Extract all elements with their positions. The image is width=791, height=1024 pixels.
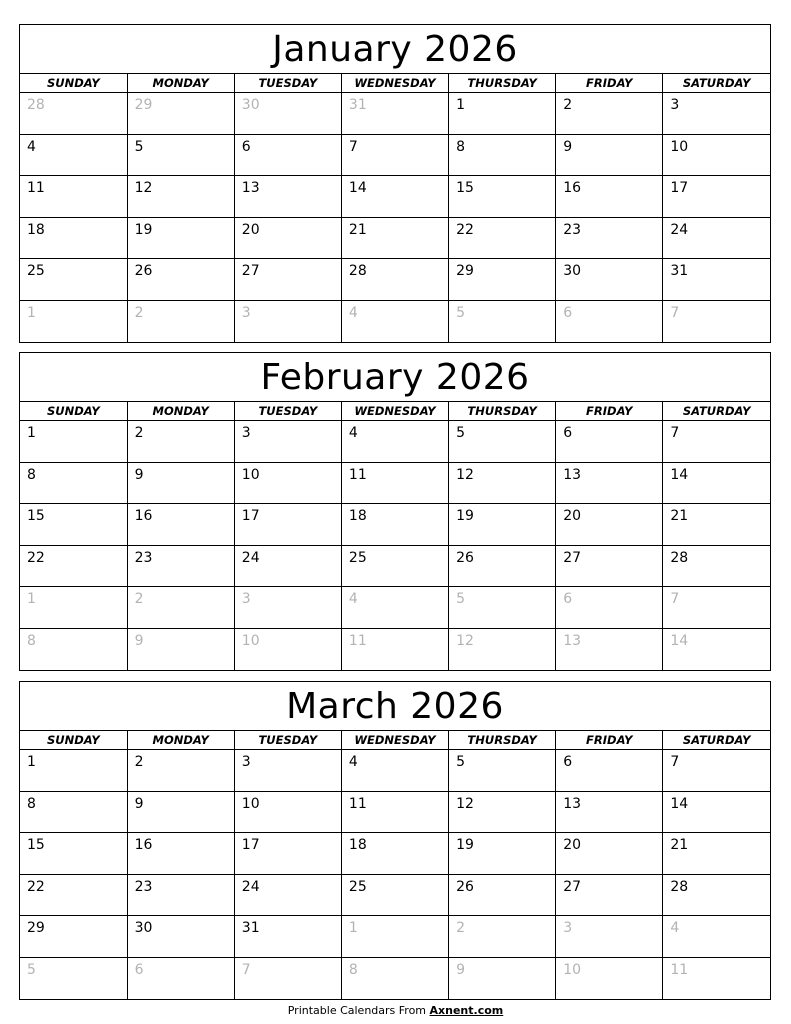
day-cell: 26 (449, 545, 556, 587)
day-cell-other-month: 3 (556, 916, 663, 958)
day-cell-other-month: 3 (234, 300, 341, 342)
day-cell: 5 (449, 421, 556, 463)
day-cell: 18 (20, 217, 127, 259)
weekday-header: TUESDAY (234, 402, 341, 421)
weekday-header: FRIDAY (556, 731, 663, 750)
day-cell-other-month: 10 (556, 957, 663, 999)
day-cell: 11 (20, 176, 127, 218)
day-cell-other-month: 4 (341, 587, 448, 629)
weekday-header: MONDAY (127, 74, 234, 93)
day-cell: 20 (234, 217, 341, 259)
day-cell: 4 (20, 134, 127, 176)
week-row (20, 504, 770, 546)
day-cell-other-month: 4 (341, 300, 448, 342)
day-cell-other-month: 31 (341, 93, 448, 135)
day-cell: 25 (341, 874, 448, 916)
day-cell: 30 (556, 259, 663, 301)
day-cell: 4 (341, 750, 448, 792)
day-cell: 3 (234, 421, 341, 463)
day-cell-other-month: 2 (127, 300, 234, 342)
day-cell-other-month: 11 (341, 628, 448, 670)
day-cell-other-month: 11 (670, 961, 689, 978)
week-row (20, 587, 770, 629)
day-cell: 8 (449, 134, 556, 176)
day-cell: 21 (663, 833, 770, 875)
day-cell: 9 (127, 462, 234, 504)
day-cell: 1 (20, 421, 127, 463)
day-cell: 21 (663, 504, 770, 546)
day-cell: 24 (234, 874, 341, 916)
day-cell: 7 (663, 421, 770, 463)
day-cell-other-month: 1 (341, 916, 448, 958)
weekday-header: THURSDAY (449, 74, 556, 93)
weekday-header: MONDAY (127, 731, 234, 750)
day-cell: 31 (663, 259, 770, 301)
day-cell: 8 (20, 791, 127, 833)
day-cell: 22 (20, 545, 127, 587)
day-cell: 24 (234, 545, 341, 587)
weekday-header: FRIDAY (556, 74, 663, 93)
day-cell-other-month: 6 (556, 587, 663, 629)
day-cell: 30 (127, 916, 234, 958)
month-grid (20, 731, 770, 999)
month-grid (20, 402, 770, 670)
day-cell: 12 (449, 462, 556, 504)
day-cell: 4 (341, 421, 448, 463)
day-cell-other-month: 6 (556, 300, 663, 342)
day-cell: 13 (556, 462, 663, 504)
day-cell: 6 (234, 134, 341, 176)
day-cell: 23 (127, 545, 234, 587)
week-row (20, 916, 770, 958)
day-cell: 2 (127, 421, 234, 463)
day-cell: 11 (341, 791, 448, 833)
day-cell: 17 (663, 176, 770, 218)
day-cell: 19 (127, 217, 234, 259)
day-cell: 26 (449, 874, 556, 916)
weekday-header: THURSDAY (449, 402, 556, 421)
day-cell: 29 (449, 259, 556, 301)
weekday-header: WEDNESDAY (341, 402, 448, 421)
week-row (20, 957, 770, 999)
day-cell-other-month: 14 (670, 632, 689, 649)
footer-link[interactable]: Axnent.com (429, 1004, 504, 1017)
day-cell: 14 (341, 176, 448, 218)
week-row (20, 545, 770, 587)
day-cell: 1 (449, 93, 556, 135)
day-cell: 25 (341, 545, 448, 587)
day-cell: 8 (20, 462, 127, 504)
day-cell-other-month: 30 (234, 93, 341, 135)
month-calendar (19, 681, 771, 1000)
day-cell: 7 (341, 134, 448, 176)
day-cell-other-month: 5 (20, 957, 127, 999)
day-cell-other-month: 5 (449, 300, 556, 342)
day-cell: 20 (556, 833, 663, 875)
day-cell: 31 (234, 916, 341, 958)
day-cell-other-month: 10 (234, 628, 341, 670)
day-cell: 10 (234, 462, 341, 504)
day-cell-other-month: 7 (670, 304, 680, 321)
day-cell: 3 (234, 750, 341, 792)
day-cell: 19 (449, 833, 556, 875)
month-title: February 2026 (20, 353, 770, 402)
day-cell-other-month: 9 (449, 957, 556, 999)
week-row (20, 628, 770, 670)
day-cell: 5 (127, 134, 234, 176)
day-cell: 11 (341, 462, 448, 504)
weekday-header: WEDNESDAY (341, 74, 448, 93)
day-cell: 7 (663, 750, 770, 792)
week-row (20, 833, 770, 875)
day-cell: 18 (341, 833, 448, 875)
day-cell: 22 (20, 874, 127, 916)
day-cell: 17 (234, 833, 341, 875)
day-cell: 27 (556, 545, 663, 587)
week-row (20, 791, 770, 833)
day-cell-other-month: 7 (663, 587, 770, 629)
day-cell-other-month: 4 (663, 916, 770, 958)
day-cell: 16 (127, 833, 234, 875)
day-cell: 6 (556, 750, 663, 792)
day-cell-other-month: 9 (127, 628, 234, 670)
day-cell: 15 (449, 176, 556, 218)
day-cell-other-month: 6 (127, 957, 234, 999)
month-calendar (19, 352, 771, 671)
day-cell: 10 (234, 791, 341, 833)
day-cell: 26 (127, 259, 234, 301)
week-row (20, 750, 770, 792)
weekday-header: SUNDAY (20, 731, 127, 750)
day-cell: 3 (663, 93, 770, 135)
weekday-header: SATURDAY (663, 74, 770, 93)
week-row (20, 217, 770, 259)
week-row (20, 134, 770, 176)
weekday-header: SATURDAY (663, 402, 770, 421)
weekday-header: TUESDAY (234, 731, 341, 750)
day-cell: 19 (449, 504, 556, 546)
day-cell: 27 (234, 259, 341, 301)
day-cell: 9 (556, 134, 663, 176)
day-cell-other-month: 2 (449, 916, 556, 958)
day-cell-other-month: 1 (20, 300, 127, 342)
day-cell: 16 (127, 504, 234, 546)
day-cell: 28 (663, 874, 770, 916)
day-cell-other-month: 7 (234, 957, 341, 999)
day-cell: 27 (556, 874, 663, 916)
footer-text: Printable Calendars From (287, 1004, 430, 1017)
day-cell: 10 (663, 134, 770, 176)
day-cell: 28 (341, 259, 448, 301)
day-cell: 15 (20, 504, 127, 546)
day-cell: 25 (20, 259, 127, 301)
weekday-header: WEDNESDAY (341, 731, 448, 750)
day-cell: 21 (341, 217, 448, 259)
week-row (20, 874, 770, 916)
day-cell: 2 (127, 750, 234, 792)
day-cell-other-month: 5 (449, 587, 556, 629)
day-cell: 9 (127, 791, 234, 833)
weekday-header: SUNDAY (20, 402, 127, 421)
day-cell-other-month: 8 (341, 957, 448, 999)
day-cell: 14 (663, 462, 770, 504)
day-cell: 23 (127, 874, 234, 916)
day-cell-other-month: 8 (20, 628, 127, 670)
day-cell: 1 (20, 750, 127, 792)
day-cell: 24 (663, 217, 770, 259)
week-row (20, 259, 770, 301)
day-cell-other-month: 29 (127, 93, 234, 135)
day-cell: 17 (234, 504, 341, 546)
footer (0, 1004, 791, 1017)
weekday-header: SUNDAY (20, 74, 127, 93)
day-cell-other-month: 12 (449, 628, 556, 670)
month-grid (20, 74, 770, 342)
day-cell: 2 (556, 93, 663, 135)
day-cell: 16 (556, 176, 663, 218)
day-cell: 13 (234, 176, 341, 218)
day-cell: 5 (449, 750, 556, 792)
week-row (20, 462, 770, 504)
day-cell: 29 (20, 916, 127, 958)
month-title: March 2026 (20, 682, 770, 731)
month-title: January 2026 (20, 25, 770, 74)
weekday-header: THURSDAY (449, 731, 556, 750)
day-cell: 28 (663, 545, 770, 587)
day-cell: 18 (341, 504, 448, 546)
weekday-header: SATURDAY (663, 731, 770, 750)
day-cell: 6 (556, 421, 663, 463)
week-row (20, 93, 770, 135)
day-cell-other-month: 2 (127, 587, 234, 629)
day-cell: 12 (449, 791, 556, 833)
week-row (20, 176, 770, 218)
day-cell-other-month: 3 (234, 587, 341, 629)
week-row (20, 300, 770, 342)
day-cell: 14 (663, 791, 770, 833)
day-cell: 12 (127, 176, 234, 218)
week-row (20, 421, 770, 463)
weekday-header: FRIDAY (556, 402, 663, 421)
day-cell: 22 (449, 217, 556, 259)
day-cell: 15 (20, 833, 127, 875)
day-cell-other-month: 28 (20, 93, 127, 135)
day-cell: 13 (556, 791, 663, 833)
month-calendar (19, 24, 771, 343)
weekday-header: TUESDAY (234, 74, 341, 93)
weekday-header: MONDAY (127, 402, 234, 421)
day-cell-other-month: 1 (20, 587, 127, 629)
day-cell: 23 (556, 217, 663, 259)
day-cell-other-month: 13 (556, 628, 663, 670)
day-cell: 20 (556, 504, 663, 546)
